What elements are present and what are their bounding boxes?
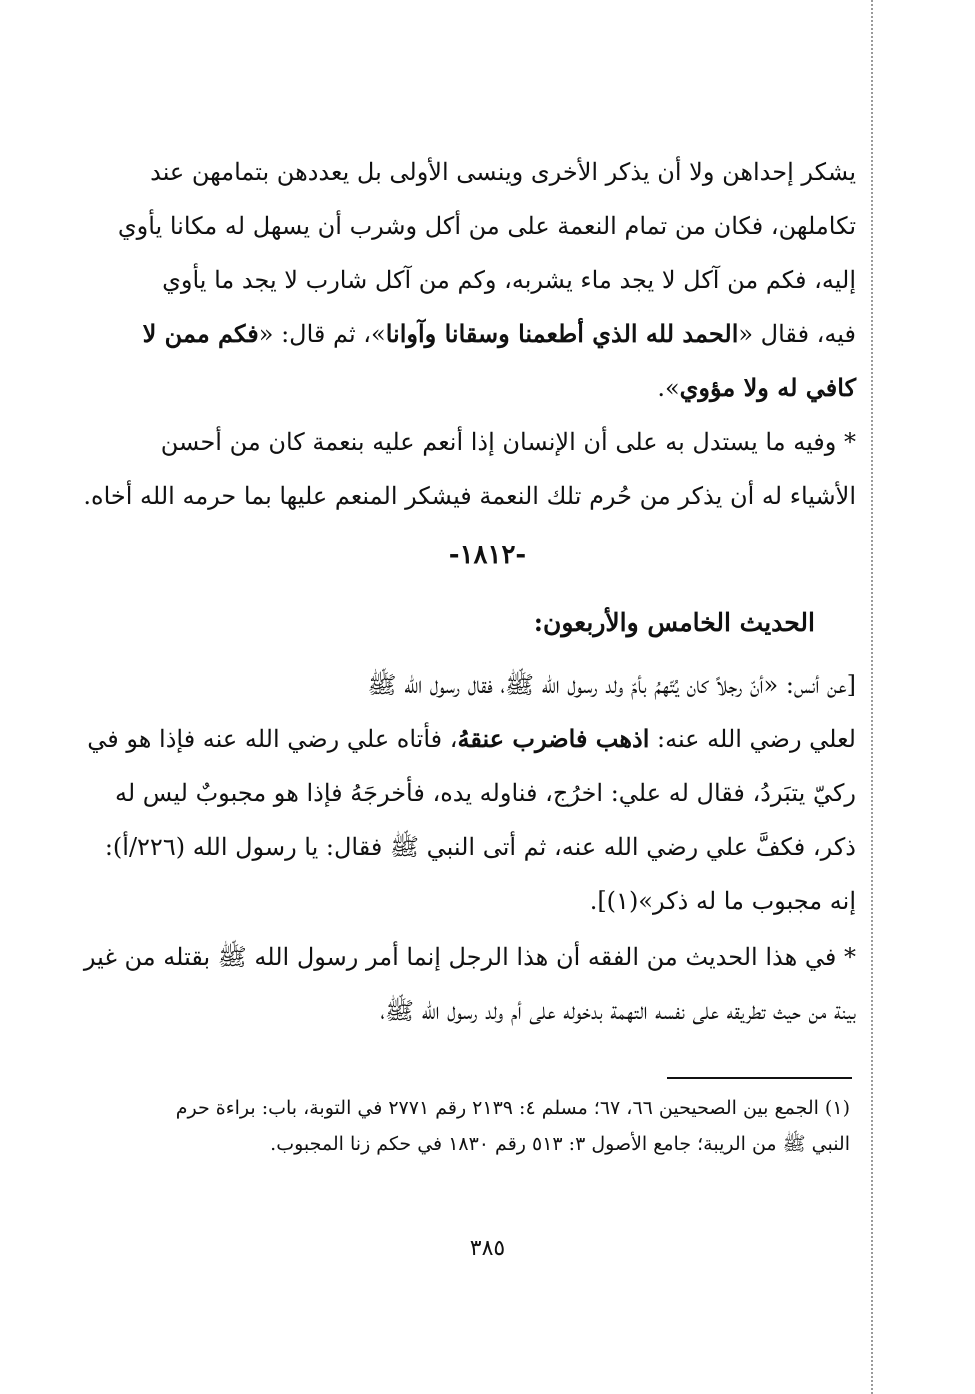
paragraph-line: الأشياء له أن يذكر من حُرم تلك النعمة فيشكر المنعم عليها بما حرمه الله أخاه. <box>83 482 856 510</box>
hadith-line: إنه مجبوب ما له ذكر»(١)]. <box>589 887 856 915</box>
hadith-text <box>87 658 856 928</box>
paragraph-line <box>142 307 856 361</box>
page-number: ٣٨٥ <box>469 1236 506 1261</box>
footnote-line: (١) الجمع بين الصحيحين ٦٦، ٦٧؛ مسلم ٤: ٢١٣٩ رقم ٢٧٧١ في التوبة، باب: براءة حرم <box>175 1097 850 1119</box>
hadith-line: [عن أنس: «أنّ رجلاً كان يُتّهمُ بأمّ ولد رسول الله ﷺ، فقال رسول الله ﷺ <box>367 671 856 699</box>
paragraph-line: يشكر إحداهن ولا أن يذكر الأخرى وينسى الأولى بل يعددهن بتمامهن عند <box>150 158 856 186</box>
paragraph-2 <box>83 415 856 523</box>
text-run: فيه، فقال « <box>738 320 856 348</box>
text-run: ». <box>657 374 680 402</box>
hadith-number: -١٨١٢- <box>448 540 527 570</box>
paragraph-line: بينة من حيث تطريقه على نفسه التهمة بدخوله على أم ولد رسول الله ﷺ، <box>380 997 856 1025</box>
paragraph-1 <box>117 145 856 415</box>
quoted-supplication: الحمد لله الذي أطعمنا وسقانا وآوانا <box>385 319 739 348</box>
section-title: الحديث الخامس والأربعون: <box>533 608 815 637</box>
hadith-line <box>87 712 856 766</box>
paragraph-line: تكاملهن، فكان من تمام النعمة على من أكل وشرب أن يسهل له مكانا يأوي <box>117 212 856 240</box>
footnote-separator <box>667 1077 852 1079</box>
hadith-line: ركيّ يتبَردُ، فقال له علي: اخرُج، فناوله يده، فأخرجَهُ فإذا هو مجبوبٌ ليس له <box>115 779 856 807</box>
paragraph-line: إليه، فكم من آكل لا يجد ماء يشربه، وكم من آكل شارب لا يجد ما يأوي <box>162 266 856 294</box>
page-edge-dotted-line <box>871 0 873 1394</box>
hadith-line: ذكر، فكفَّ علي رضي الله عنه، ثم أتى النبي ﷺ فقال: يا رسول الله (٢٢٦/أ): <box>104 833 856 861</box>
footnote <box>140 1090 850 1162</box>
paragraph-3 <box>83 930 856 1038</box>
paragraph-line: * في هذا الحديث من الفقه أن هذا الرجل إنما أمر رسول الله ﷺ بقتله من غير <box>83 943 856 971</box>
paragraph-line: * وفيه ما يستدل به على أن الإنسان إذا أنعم عليه بنعمة كان من أحسن <box>160 428 856 456</box>
paragraph-line <box>146 361 856 415</box>
prophet-command: اذهب فاضرب عنقهُ <box>457 724 650 753</box>
quoted-supplication: كافي له ولا مؤوي <box>679 373 856 402</box>
footnote-line: النبي ﷺ من الريبة؛ جامع الأصول ٣: ٥١٣ رقم ١٨٣٠ في حكم زنا المجبوب. <box>270 1133 850 1155</box>
text-run: »، ثم قال: « <box>258 320 386 348</box>
text-run: ، فأتاه علي رضي الله عنه فإذا هو في <box>87 725 458 753</box>
text-run: لعلي رضي الله عنه: <box>649 725 856 753</box>
quoted-supplication: فكم ممن لا <box>142 319 259 348</box>
